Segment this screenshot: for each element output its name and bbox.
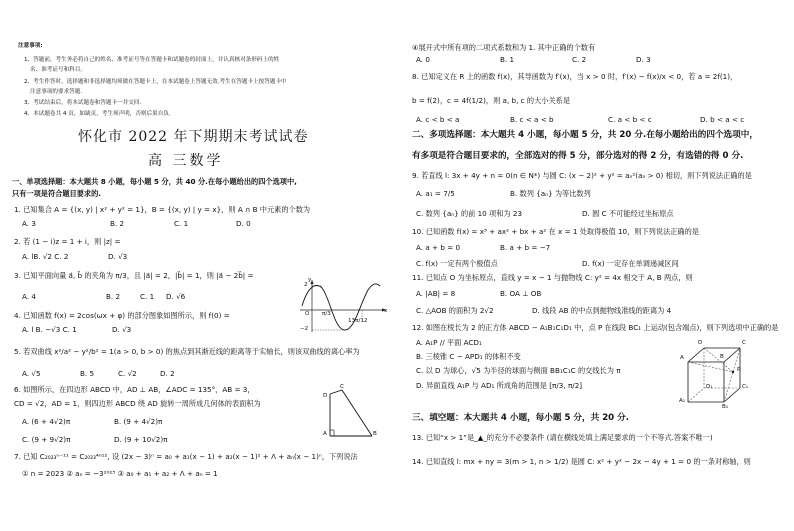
q9-option-d: D. 圆 C 不可能经过坐标原点: [582, 209, 674, 218]
q1-option-a: A. 3: [22, 219, 36, 228]
question-2: 2. 若 (1 − i)z = 1 + i，则 |z| =: [14, 237, 121, 246]
quad-label-c: C: [340, 384, 344, 390]
question-8-line2: b = f(2)，c = 4f(1/2)，则 a, b, c 的大小关系是: [412, 96, 571, 105]
question-3: 3. 已知平面向量 a⃗, b⃗ 的夹角为 π/3，且 |a⃗| = 2，|b⃗| = 1，则 |a⃗ − 2b⃗| =: [14, 271, 254, 280]
cosine-graph-figure: [298, 278, 390, 334]
q1-option-b: B. 2: [110, 219, 125, 228]
q3-option-b: B. 2: [106, 292, 121, 301]
cube-label-a1: A₁: [679, 398, 686, 404]
cube-label-b1: B₁: [722, 404, 729, 410]
graph-tick-13pi-12: 13π/12: [348, 318, 368, 324]
question-13: 13. 已知“x > 1”是_▲_的充分不必要条件 (请在横线处填上满足要求的一个不等式.答案不唯一): [412, 433, 713, 442]
cube-label-a: A: [680, 355, 684, 361]
question-7-statement-4: ④展开式中所有项的二项式系数和为 1. 其中正确的个数有: [412, 43, 596, 52]
q8-option-a: A. c < b < a: [416, 115, 460, 124]
q8-option-d: D. b < a < c: [700, 115, 745, 124]
q11-option-d: D. 线段 AB 的中点到抛物线准线的距离为 4: [532, 306, 672, 315]
q8-option-b: B. c < a < b: [510, 115, 554, 124]
cube-label-d1: D₁: [706, 384, 713, 390]
q5-option-b: B. 5: [80, 369, 95, 378]
notes-line: 3、考试结束后，将本试题卷和答题卡一并交回.: [24, 100, 142, 106]
notes-line: 1、答题前，考生务必将自己的姓名、准考证号等在答题卡和试题卷的封面上，并认真核对条形码上的姓: [24, 57, 280, 63]
cube-label-c1: C₁: [742, 384, 749, 390]
question-12: 12. 如图在棱长为 2 的正方体 ABCD − A₁B₁C₁D₁ 中，点 P 在线段 BC₁ 上运动(包含端点)，则下列选项中正确的是: [412, 323, 779, 332]
q10-option-d: D. f(x) 一定存在单调递减区间: [582, 259, 679, 268]
q5-option-c: C. √2: [118, 369, 137, 378]
q7-option-d: D. 3: [636, 55, 651, 64]
question-11: 11. 已知点 O 为坐标原点，直线 y = x − 1 与抛物线 C: y² = 4x 相交于 A, B 两点，则: [412, 273, 693, 282]
question-6-line2: CD = √2，AD = 1，则四边形 ABCD 绕 AD 旋转一周所成几何体的表面积为: [14, 399, 261, 408]
q11-option-b: B. OA ⊥ OB: [500, 289, 542, 298]
section3-heading: 三、填空题：本大题共 4 小题，每小题 5 分，共 20 分.: [412, 413, 630, 423]
q9-option-b: B. 数列 {aₙ} 为等比数列: [510, 189, 591, 198]
q6-option-d: D. (9 + 10√2)π: [114, 435, 168, 444]
q12-option-c: C. 以 D 为球心，√5 为半径的球面与侧面 BB₁C₁C 的交线长为 π: [416, 366, 621, 375]
graph-trough-label: −2: [300, 326, 309, 332]
q3-option-d: D. √6: [166, 292, 186, 301]
q6-option-a: A. (6 + 4√2)π: [22, 417, 71, 426]
question-7: 7. 已知 C₂₀₂₃ⁿ⁻¹¹ = C₂₀₂₃⁴⁰¹², 设 (2x − 3)ⁿ = a₀ + a₁(x − 1) + a₂(x − 1)² + Λ + aₙ(x − 1)ⁿ，下列说法: [14, 452, 358, 461]
q3-option-a: A. 4: [22, 292, 36, 301]
notes-line: 4、本试题卷共 4 页，如缺页，考生须声明，否则后果自负.: [24, 111, 171, 117]
q5-option-a: A. √5: [22, 369, 41, 378]
quad-label-a: A: [323, 431, 327, 437]
q7-statements: ① n = 2023 ② aₙ = −3²⁰²³ ③ a₀ + a₁ + a₂ + Λ + aₙ = 1: [22, 469, 218, 478]
quad-label-b: B: [373, 431, 377, 437]
q9-option-c: C. 数列 {aₙ} 的前 10 项和为 23: [416, 209, 523, 218]
notes-heading: 注意事项:: [18, 43, 43, 49]
question-6-line1: 6. 如图所示，在四边形 ABCD 中，AD ⊥ AB，∠ADC = 135°，AB = 3，: [14, 385, 255, 394]
section1-heading-cont: 只有一项是符合题目要求的.: [12, 189, 101, 198]
q11-option-c: C. △AOB 的面积为 2√2: [416, 306, 494, 315]
quad-label-d: D: [323, 393, 328, 399]
q10-option-a: A. a + b = 0: [416, 243, 461, 252]
q4-option-d: D. √3: [112, 325, 132, 334]
notes-line: 2、考生作答时，选择题和非选择题均须做在答题卡上，在本试题卷上答题无效.考生在答题卡上按答题卡中: [24, 79, 287, 85]
q9-option-a: A. a₁ = 7/5: [416, 189, 455, 198]
q12-option-a: A. A₁P // 平面 ACD₁: [416, 338, 482, 347]
question-10: 10. 已知函数 f(x) = x³ + ax² + bx + a² 在 x = 1 处取得极值 10，则下列说法正确的是: [412, 227, 699, 236]
graph-origin-label: O: [305, 311, 310, 317]
question-9: 9. 若直线 l: 3x + 4y + n = 0(n ∈ N*) 与圆 C: (x − 2)² + y² = aₙ²(aₙ > 0) 相切，则下列说法正确的是: [412, 171, 752, 180]
q11-option-a: A. |AB| = 8: [416, 289, 456, 298]
question-8-line1: 8. 已知定义在 R 上的函数 f(x)，其导函数为 f′(x)，当 x > 0 时，f′(x) − f(x)/x < 0，若 a = 2f(1)，: [412, 72, 738, 81]
right-column: [404, 0, 794, 531]
question-14: 14. 已知直线 l: mx + ny = 3(m > 1, n > 1/2) 是圆 C: x² + y² − 2x − 4y + 1 = 0 的一条对称轴，则: [412, 457, 751, 466]
graph-tick-pi-3: π/3: [322, 311, 331, 317]
question-5: 5. 若双曲线 x²/a² − y²/b² = 1(a > 0, b > 0) 的焦点到其渐近线的距离等于实轴长，则该双曲线的离心率为: [14, 347, 360, 356]
q1-option-d: D. 0: [236, 219, 251, 228]
q2-options-abc: A. lB. √2 C. 2: [22, 252, 69, 261]
notes-line: 注意事项的要求答题.: [30, 89, 83, 95]
cube-label-c: C: [742, 340, 746, 346]
q8-option-c: C. a < b < c: [608, 115, 652, 124]
graph-y-label: y: [308, 277, 312, 283]
cube-label-b: B: [720, 354, 724, 360]
q12-option-d: D. 异面直线 A₁P 与 AD₁ 所成角的范围是 [π/3, π/2]: [416, 381, 583, 390]
section2-heading-cont: 有多项是符合题目要求的，全部选对的得 5 分，部分选对的得 2 分，有选错的得 0 分.: [412, 151, 744, 161]
question-4: 4. 已知函数 f(x) = 2cos(ωx + φ) 的部分图象如图所示，则 f(0) =: [14, 311, 230, 320]
q3-option-c: C. 1: [140, 292, 155, 301]
cube-figure: [678, 340, 756, 412]
cube-label-p: P: [737, 367, 741, 373]
q2-option-d: D. √3: [108, 252, 128, 261]
q6-option-c: C. (9 + 9√2)π: [22, 435, 71, 444]
q7-option-c: C. 2: [572, 55, 587, 64]
section1-heading: 一、单项选择题：本大题共 8 小题，每小题 5 分，共 40 分.在每小题给出的四个选项中,: [12, 177, 297, 186]
q7-option-b: B. 1: [500, 55, 515, 64]
q12-option-b: B. 三棱锥 C − APD₁ 的体积不变: [416, 352, 521, 361]
notes-line: 名、准考证号和科目。: [30, 67, 86, 73]
q5-option-d: D. 2: [160, 369, 175, 378]
q1-option-c: C. 1: [174, 219, 189, 228]
exam-title: 怀化市 2022 年下期期末考试试卷: [78, 129, 309, 145]
exam-subtitle: 高 三数学: [148, 153, 224, 169]
section2-heading: 二、多项选择题：本大题共 4 小题，每小题 5 分，共 20 分.在每小题给出的四个选项中，: [412, 130, 758, 140]
q10-option-b: B. a + b = −7: [500, 243, 551, 252]
cube-label-d: D: [698, 340, 703, 346]
q7-option-a: A. 0: [416, 55, 430, 64]
q6-option-b: B. (9 + 4√2)π: [114, 417, 163, 426]
question-1: 1. 已知集合 A = {(x, y) | x² + y² = 1}，B = {(x, y) | y = x}，则 A ∩ B 中元素的个数为: [14, 205, 311, 214]
q4-options-abc: A. l B. −√3 C. 1: [22, 325, 77, 334]
graph-x-label: x: [384, 308, 388, 314]
q10-option-c: C. f(x) 一定有两个极值点: [416, 259, 498, 268]
graph-peak-label: 2: [304, 282, 308, 288]
